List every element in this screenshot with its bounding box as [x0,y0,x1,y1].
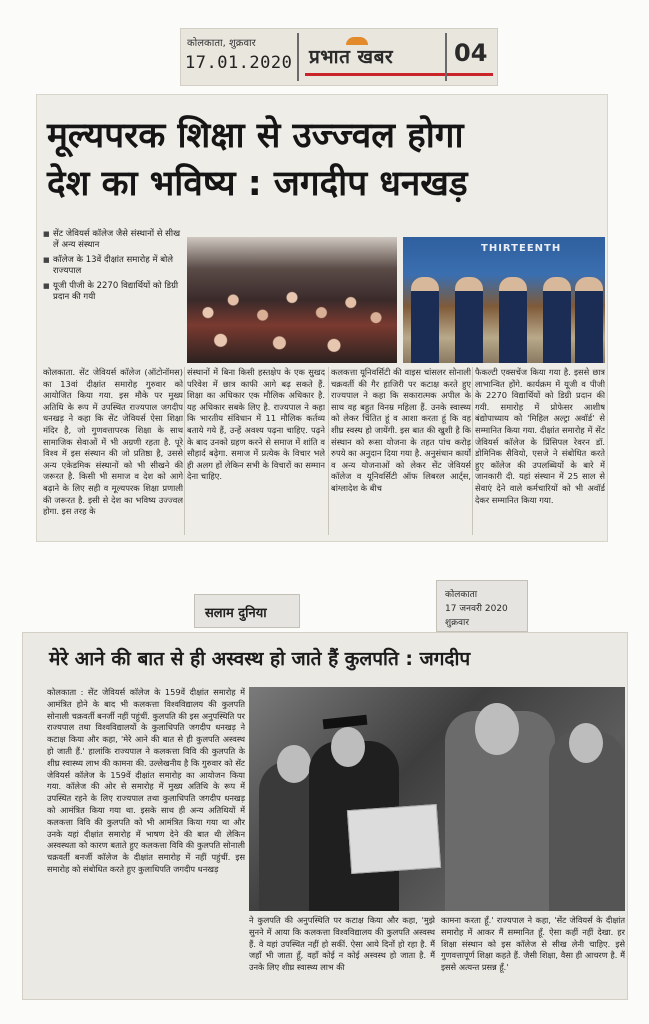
article-column-1: कोलकाता : सेंट जेवियर्स कॉलेज के 159वें दीक्षांत समारोह में आमंत्रित होने के बाद भी कलकत्ता विश्वविद्यालय की कुलपति सोनाली चक्रवर्ती बनर्जी नहीं पहुंचीं. कुलपति की इस अनुपस्थिति पर राज्यपाल तथा विश्वविद्यालयों के कुलाधिपति जगदीप धनखड़ ने कटाक्ष किया और कहा, 'मेरे आने की बात से ही कुलपति अस्वस्थ हो जाती हैं.' हालांकि राज्यपाल ने कलकत्ता विवि की कुलपति के शीघ्र स्वास्थ्य लाभ की कामना की. उल्लेखनीय है कि गुरुवार को सेंट जेवियर्स कॉलेज के 159वें दीक्षांत समारोह का आयोजन किया गया. कॉलेज की ओर से समारोह में मुख्य अतिथि के रूप में उपस्थित रहने के लिए राज्यपाल तथा कुलाधिपति जगदीप धनखड़ को आमंत्रित किया गया था. इसके साथ ही अन्य अतिथियों में कलकत्ता विवि की कुलपति को भी आमंत्रित किया गया था और उनके यहां दीक्षांत समारोह में भाषण देने की बात थी लेकिन अस्वस्थता को कारण बताते हुए कलकत्ता विवि की कुलपति सोनाली चक्रवर्ती बनर्जी कॉलेज के दीक्षांत समारोह में नहीं पहुंचीं. इस समारोह को संबोधित करते हुए कुलाधिपति जगदीप धनखड़ [47,687,245,874]
article-column-3: कलकत्ता यूनिवर्सिटी की वाइस चांसलर सोनाली चक्रवर्ती की गैर हाजिरी पर कटाक्ष करते हुए राज्यपाल ने कहा कि सकारात्मक अपील के साथ वह बहुत विनम्र महिला हैं. उनके स्वास्थ्य को लेकर चिंतित हूं व आशा करता हूं कि वह शीघ्र स्वस्थ हो जायेंगी. इस बात की खुशी है कि संस्थान को रूसा योजना के तहत पांच करोड़ रुपये का अनुदान दिया गया है. अनुसंधान कार्यों व अन्य योजनाओं को लेकर सेंट जेवियर्स कॉलेज व यूनिवर्सिटी ऑफ लिबरल आर्ट्स, बांग्लादेश के बीच [331,367,471,493]
highlight-item: ■ सेंट जेवियर्स कॉलेज जैसे संस्थानों से सीख लें अन्य संस्थान [43,229,183,251]
dignitary-figure [455,277,483,363]
article-column-4: फैकल्टी एक्सचेंज किया गया है. इससे छात्र लाभान्वित होंगे. कार्यक्रम में यूजी व पीजी के 2270 विद्यार्थियों को डिग्री प्रदान की गयी. समारोह में प्रोफेसर आशीष बंद्योपाध्याय को 'मिहिल अल्ट्रा अवॉर्ड' से सम्मानित किया गया. दीक्षांत समारोह में सेंट जेवियर्स कॉलेज के प्रिंसिपल रेवरन डॉ. डोमिनिक सैवियो, एसजे ने संबोधित करते हुए कॉलेज की उपलब्धियों के बारे में जानकारी दी. यहां संस्थान में 25 साल से सेवाएं देने वाले कर्मचारियों को भी अवॉर्ड देकर सम्मानित किया गया. [475,367,605,505]
convocation-crowd-photo [187,237,397,363]
masthead-city-day: कोलकाता, शुक्रवार [187,38,256,49]
article-column-2: संस्थानों में बिना किसी हस्तक्षेप के एक सुखद परिवेश में छात्र काफी आगे बढ़ सकते हैं. शिक्षा का अधिकार एक मौलिक अधिकार है. यह अधिकार सबके लिए है. राज्यपाल ने कहा कि भारतीय संविधान में 11 मौलिक कर्तव्य बताये गये हैं, उन्हें अवश्य पढ़ना चाहिए. पढ़ने के बाद उनको ग्रहण करने से समाज में शांति व सौहार्द बढ़ेगा. समाज में प्रत्येक के विचार भले ही अलग हों लेकिन सभी के विचारों का सम्मान देना चाहिए. [187,367,325,482]
article-clipping-1 [36,94,608,542]
article-column-1: कोलकाता. सेंट जेवियर्स कॉलेज (ऑटोनॉमस) का 13वां दीक्षांत समारोह गुरुवार को आयोजित किया गया. इस मौके पर मुख्य अतिथि के रूप में उपस्थित राज्यपाल जगदीप धनखड़ ने कहा कि सेंट जेवियर्स ऐसा शिक्षा मंदिर है, जो गुणवत्तापरक शिक्षा के साथ सामाजिक सेवाओं में भी अग्रणी रहता है. पूरे विश्व में इस संस्थान की जो प्रतिष्ठा है, उससे अन्य एकेडमिक संस्थानों को भी सीखने की जरूरत है. किसी भी समाज व देश को आगे बढ़ाने के लिए सही व मूल्यपरक शिक्षा प्रणाली की जरूरत है. इसी से देश का भविष्य उज्ज्वल होगा. इस तरह के [43,367,183,517]
headline-line-1: मूल्यपरक शिक्षा से उज्ज्वल होगा [47,116,464,156]
date-tag-city: कोलकाता [445,590,478,600]
newspaper-name-tag [194,594,300,628]
graduate-face [331,727,365,767]
dignitary-figure [575,277,603,363]
date-tag-date: 17 जनवरी 2020 [445,604,508,614]
newspaper-name: सलाम दुनिया [205,606,267,621]
article-column-3: कामना करता हूँ.' राज्यपाल ने कहा, 'सेंट जेवियर्स के दीक्षांत समारोह में आकर मैं सम्मानित हूँ. ऐसा कहीं नहीं देखा. हर शिक्षा संस्थान को इस कॉलेज से सीख लेनी चाहिए. इसे गुणवत्तापूर्ण शिक्षा कहते हैं. जैसी शिक्षा, वैसा ही आचरण है. मैं इससे अत्यन्त प्रसन्न हूँ.' [441,915,625,973]
masthead-prabhat-khabar [180,28,498,86]
governor-face [475,703,519,755]
person-face [569,723,603,763]
photo-banner-text: THIRTEENTH [481,243,562,254]
highlight-item: ■ यूजी पीजी के 2270 विद्यार्थियों को डिग्री प्रदान की गयी [43,281,183,303]
article-clipping-2 [22,632,628,1000]
column-divider [472,367,473,535]
headline: मेरे आने की बात से ही अस्वस्थ हो जाते हैं कुलपति : जगदीप [49,648,471,670]
dignitary-figure [543,277,571,363]
column-divider [184,367,185,535]
dignitary-figure [499,277,527,363]
masthead-divider [445,33,447,81]
dignitary-figure [411,277,439,363]
masthead-page-number: 04 [454,39,488,67]
masthead-rule [305,73,493,76]
students-crowd [187,237,397,363]
degree-presentation-photo [249,687,625,911]
highlight-item: ■ कॉलेज के 13वें दीक्षांत समारोह में बोले राज्यपाल [43,255,183,277]
dignitaries-stage-photo [403,237,605,363]
masthead-newspaper-name: प्रभात खबर [309,46,394,68]
highlights-list [43,229,183,307]
masthead-divider [297,33,299,81]
masthead-date: 17.01.2020 [185,53,293,73]
article-column-2: ने कुलपति की अनुपस्थिति पर कटाक्ष किया और कहा, 'मुझे सुनने में आया कि कलकत्ता विश्वविद्यालय की कुलपति अस्वस्थ हैं. वे यहां उपस्थित नहीं हो सकीं. ऐसा आये दिनों हो रहा है. मैं जहाँ भी जाता हूँ, वहाँ कोई न कोई अस्वस्थ हो जाता है. मैं उनके लिए शीघ्र स्वास्थ्य लाभ की [249,915,435,973]
date-tag-day: शुक्रवार [445,618,470,628]
person-face [277,745,311,783]
column-divider [328,367,329,535]
headline-line-2: देश का भविष्य : जगदीप धनखड़ [47,164,468,204]
certificate-image [347,804,441,874]
date-tag [436,580,528,632]
